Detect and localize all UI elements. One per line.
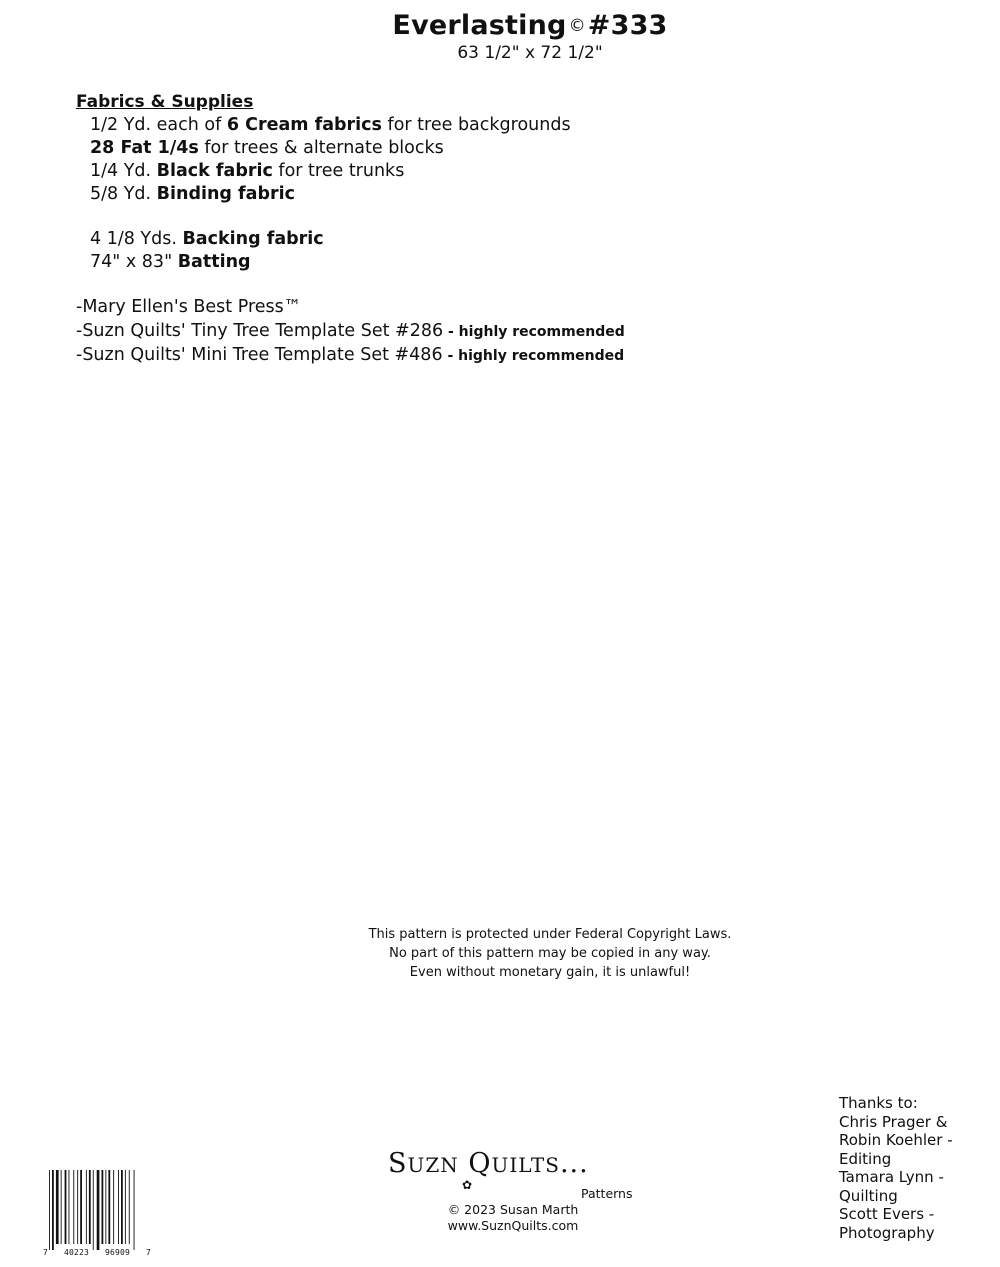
- supplies-section: [76, 91, 571, 274]
- copyright-line: © 2023 Susan Marth: [447, 1202, 579, 1217]
- logo-subtitle: Patterns: [581, 1186, 633, 1201]
- logo-wordmark: SUZN QUILTS...: [388, 1148, 589, 1179]
- pattern-name: Everlasting: [392, 10, 567, 41]
- copyright-symbol: ©: [568, 16, 586, 36]
- credit-block: [388, 1202, 638, 1234]
- website: www.SuznQuilts.com: [447, 1218, 579, 1233]
- barcode: [43, 1170, 151, 1262]
- pattern-number: #333: [587, 10, 668, 41]
- flower-icon: ✿: [462, 1178, 473, 1192]
- page-title: [0, 10, 1000, 41]
- tool-item: -Suzn Quilts' Mini Tree Template Set #486 - highly recommended: [76, 345, 625, 365]
- thanks-section: Thanks to: Chris Prager & Robin Koehler - Editing Tamara Lynn - Quilting Scott Evers - Photography: [839, 1094, 989, 1242]
- supply-line: 4 1/8 Yds. Backing fabric: [90, 229, 324, 249]
- barcode-bars-icon: [49, 1170, 145, 1250]
- barcode-digits: 7 40223 96909 7: [43, 1248, 151, 1257]
- quilt-dimensions: 63 1/2" x 72 1/2": [457, 43, 603, 63]
- tools-list: [76, 296, 625, 368]
- tool-item: -Suzn Quilts' Tiny Tree Template Set #286 - highly recommended: [76, 321, 625, 341]
- copyright-notice: This pattern is protected under Federal Copyright Laws. No part of this pattern may be copied in any way. Even without monetary gain, it is unlawful!: [368, 927, 732, 980]
- supplies-heading: Fabrics & Supplies: [76, 92, 254, 112]
- supply-line: 5/8 Yd. Binding fabric: [90, 184, 296, 204]
- suzn-quilts-logo: [388, 1148, 638, 1208]
- supply-line: 28 Fat 1/4s for trees & alternate blocks: [90, 138, 444, 158]
- title-block: [0, 10, 1000, 63]
- supply-line: 74" x 83" Batting: [90, 252, 251, 272]
- supply-line: 1/2 Yd. each of 6 Cream fabrics for tree backgrounds: [90, 115, 571, 135]
- supply-line: 1/4 Yd. Black fabric for tree trunks: [90, 161, 405, 181]
- thanks-heading: Thanks to:: [839, 1094, 918, 1112]
- tool-item: -Mary Ellen's Best Press™: [76, 297, 302, 317]
